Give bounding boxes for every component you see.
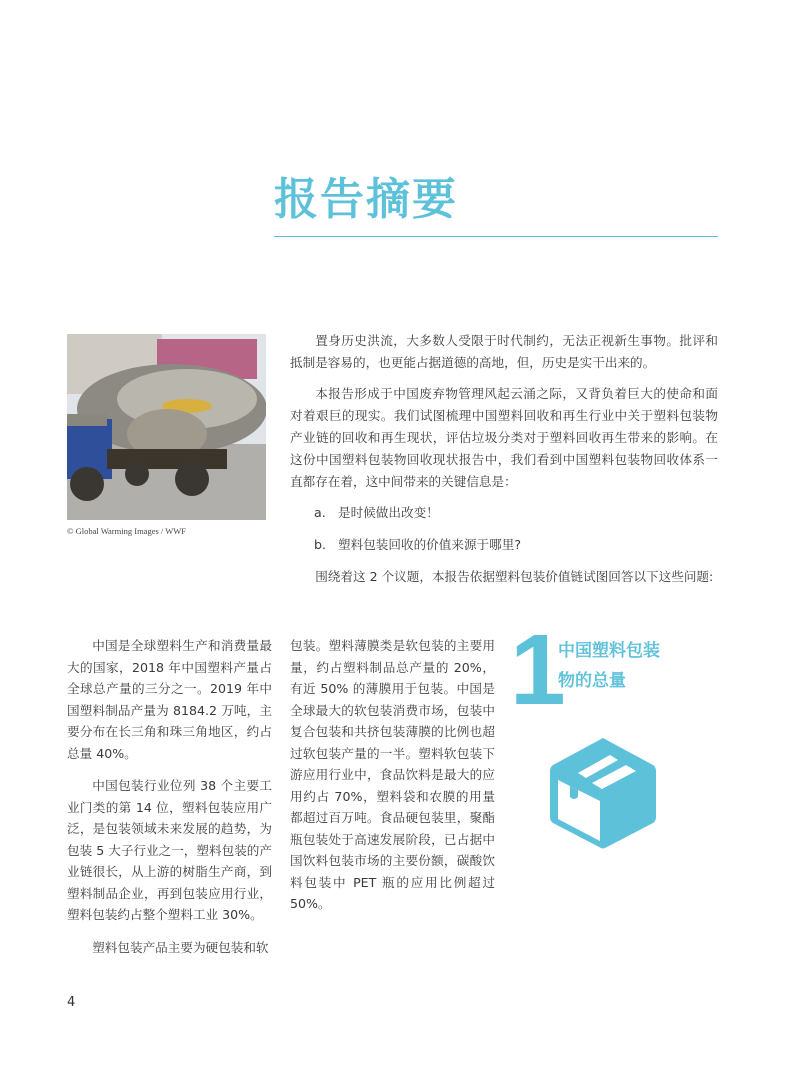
section-number: 1 — [510, 614, 566, 726]
section-heading — [558, 636, 688, 696]
section-heading-line: 中国塑料包装 — [558, 641, 660, 661]
list-marker: b. — [314, 537, 326, 552]
list-marker: a. — [314, 505, 326, 520]
page-title: 报告摘要 — [274, 174, 458, 225]
intro-closing: 围绕着这 2 个议题，本报告依据塑料包装价值链试图回答以下这些问题: — [315, 569, 714, 584]
photo-caption: © Global Warming Images / WWF — [67, 526, 187, 536]
section1-column-1 — [67, 635, 272, 969]
section1-column-2 — [290, 635, 495, 926]
intro-paragraph: 本报告形成于中国废弃物管理风起云涌之际，又背负着巨大的使命和面对着艰巨的现实。我们试图梳理中国塑料回收和再生行业中关于塑料包装物产业链的回收和再生现状，评估垃圾分类对于塑料回收再生带来的影响。在这份中国塑料包装物回收现状报告中，我们看到中国塑料包装物回收体系一直都存在着，这中间带来的关键信息是： — [290, 386, 718, 489]
body-paragraph: 中国是全球塑料生产和消费量最大的国家，2018 年中国塑料产量占全球总产量的三分之一。2019 年中国塑料制品产量为 8184.2 万吨，主要分布在长三角和珠三角地区，约占总量 40%。 — [67, 638, 272, 761]
body-paragraph: 包装。塑料薄膜类是软包装的主要用量，约占塑料制品总产量的 20%，有近 50% 的薄膜用于包装。中国是全球最大的软包装消费市场，包装中复合包装和共挤包装薄膜的比例也超过软包装产量的一半。塑料软包装下游应用行业中，食品饮料是最大的应用约占 70%，塑料袋和农膜的用量都超过百万吨。食品硬包装里，聚酯瓶包装处于高速发展阶段，已占据中国饮料包装市场的主要份额，碳酸饮料包装中 PET 瓶的应用比例超过 50%。 — [290, 638, 495, 911]
list-item-text: 是时候做出改变！ — [338, 505, 439, 520]
body-paragraph: 中国包装行业位列 38 个主要工业门类的第 14 位，塑料包装应用广泛，是包装领域未来发展的趋势，为包装 5 大子行业之一，塑料包装的产业链很长，从上游的树脂生产商，到塑料制品企业，再到包装应用行业，塑料包装约占整个塑料工业 30%。 — [67, 778, 272, 922]
section-heading-line: 物的总量 — [558, 671, 626, 691]
list-item — [290, 534, 718, 556]
list-item-text: 塑料包装回收的价值来源于哪里? — [338, 537, 521, 552]
page-number: 4 — [67, 995, 76, 1010]
title-divider — [274, 236, 718, 237]
photo-illustration — [67, 334, 266, 520]
list-item — [290, 502, 718, 524]
intro-paragraph: 置身历史洪流，大多数人受限于时代制约，无法正视新生事物。批评和抵制是容易的，也更能占据道德的高地，但，历史是实干出来的。 — [290, 333, 718, 370]
body-paragraph: 塑料包装产品主要为硬包装和软 — [92, 939, 269, 955]
intro-text — [290, 330, 718, 597]
photo-recycling-truck — [67, 334, 266, 520]
package-box-icon — [548, 735, 658, 854]
